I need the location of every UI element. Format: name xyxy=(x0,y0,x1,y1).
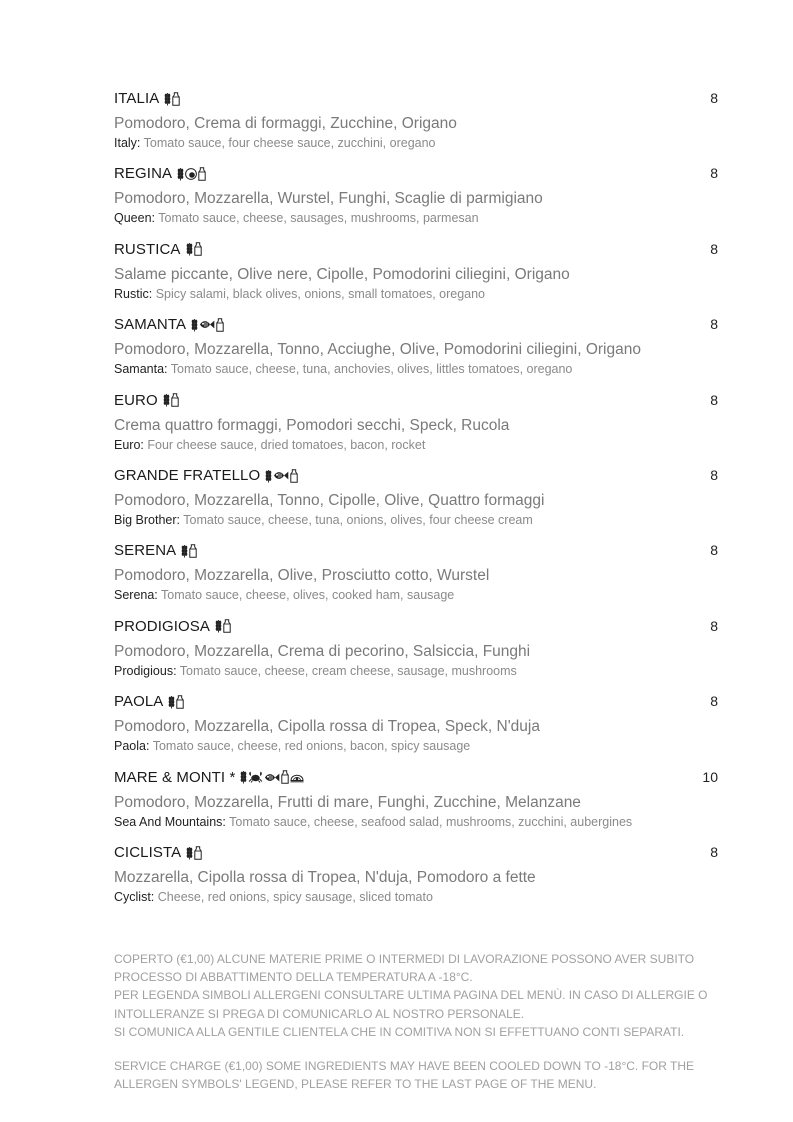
pizza-price: 8 xyxy=(710,693,718,710)
pizza-name: PRODIGIOSA xyxy=(114,617,211,635)
pizza-ingredients: Pomodoro, Mozzarella, Cipolla rossa di Tropea, Speck, N'duja xyxy=(114,718,540,736)
english-name: Rustic: xyxy=(114,286,153,301)
english-ingredients: Tomato sauce, four cheese sauce, zucchini, oregano xyxy=(143,136,436,150)
note-it-line: COPERTO (€1,00) ALCUNE MATERIE PRIME O INTERMEDI DI LAVORAZIONE POSSONO AVER SUBITO xyxy=(114,952,695,966)
english-name: Serena: xyxy=(114,588,158,603)
pizza-name: EURO xyxy=(114,391,158,409)
english-ingredients: Four cheese sauce, dried tomatoes, bacon, rocket xyxy=(147,437,426,452)
pizza-ingredients: Salame piccante, Olive nere, Cipolle, Pomodorini ciliegini, Origano xyxy=(114,265,570,283)
pizza-name: SAMANTA xyxy=(114,316,187,334)
gluten-icon xyxy=(265,469,272,483)
note-en-line: ALLERGEN SYMBOLS' LEGEND, PLEASE REFER TO THE LAST PAGE OF THE MENU. xyxy=(114,1077,597,1092)
pizza-price: 8 xyxy=(710,844,718,860)
milk-icon xyxy=(198,167,206,181)
pizza-name: ITALIA xyxy=(114,90,160,107)
menu-item-header xyxy=(114,769,720,789)
pizza-price: 8 xyxy=(710,316,718,333)
menu-item xyxy=(114,90,720,150)
mollusc-icon xyxy=(290,771,304,783)
english-translation xyxy=(114,362,720,376)
pizza-ingredients: Pomodoro, Mozzarella, Tonno, Cipolle, Olive, Quattro formaggi xyxy=(114,492,545,509)
milk-icon xyxy=(172,92,180,106)
note-it-line: INTOLLERANZE SI PREGA DI COMUNICARLO AL NOSTRO PERSONALE. xyxy=(114,1006,525,1021)
pizza-ingredients: Pomodoro, Mozzarella, Olive, Prosciutto cotto, Wurstel xyxy=(114,567,490,585)
mushroom-icon xyxy=(185,167,197,181)
menu-item-title xyxy=(114,165,206,182)
allergen-icons xyxy=(168,695,184,709)
pizza-name: SERENA xyxy=(114,542,177,560)
gluten-icon xyxy=(191,318,198,332)
english-translation xyxy=(114,890,720,904)
footer-notes xyxy=(114,950,714,1093)
allergen-icons xyxy=(163,393,179,407)
menu-item-header xyxy=(114,241,720,261)
menu-item-title xyxy=(114,467,298,484)
menu-item xyxy=(114,693,720,753)
milk-icon xyxy=(176,695,184,709)
pizza-price: 8 xyxy=(710,467,718,483)
menu-item-title xyxy=(114,90,180,107)
gluten-icon xyxy=(177,167,184,181)
milk-icon xyxy=(189,544,197,558)
milk-icon xyxy=(194,846,202,860)
menu-item xyxy=(114,316,720,376)
menu-item-title xyxy=(114,241,202,258)
english-ingredients: Tomato sauce, cheese, red onions, bacon, spicy sausage xyxy=(152,739,471,754)
gluten-icon xyxy=(163,393,170,407)
note-it-line: PER LEGENDA SIMBOLI ALLERGENI CONSULTARE ULTIMA PAGINA DEL MENÙ. IN CASO DI ALLERGIE O xyxy=(114,988,708,1003)
menu-item-header xyxy=(114,90,720,110)
allergen-icons xyxy=(215,619,231,633)
menu-item-header xyxy=(114,392,720,412)
menu-item-header xyxy=(114,844,720,864)
pizza-price: 10 xyxy=(702,768,718,785)
allergen-icons xyxy=(191,318,224,332)
gluten-icon xyxy=(186,242,193,256)
menu-item xyxy=(114,769,720,829)
pizza-name: PAOLA xyxy=(114,693,164,711)
gluten-icon xyxy=(181,544,188,558)
menu-item-header xyxy=(114,618,720,638)
english-translation xyxy=(114,664,720,678)
english-name: Queen: xyxy=(114,211,156,226)
menu-item xyxy=(114,467,720,527)
gluten-icon xyxy=(164,92,171,106)
english-name: Cyclist: xyxy=(114,890,155,904)
menu-item-title xyxy=(114,769,304,786)
english-ingredients: Tomato sauce, cheese, cream cheese, sausage, mushrooms xyxy=(179,663,517,678)
pizza-name: MARE & MONTI * xyxy=(114,768,236,786)
menu-item-title xyxy=(114,844,202,861)
pizza-price: 8 xyxy=(710,391,718,408)
pizza-name: RUSTICA xyxy=(114,240,181,258)
menu-item-header xyxy=(114,316,720,336)
menu-item xyxy=(114,165,720,225)
allergen-icons xyxy=(265,469,298,483)
note-it-line: PROCESSO DI ABBATTIMENTO DELLA TEMPERATURA A -18°C. xyxy=(114,970,473,985)
english-ingredients: Tomato sauce, cheese, sausages, mushrooms, parmesan xyxy=(158,211,479,226)
english-name: Samanta: xyxy=(114,362,168,377)
milk-icon xyxy=(194,242,202,256)
pizza-name: CICLISTA xyxy=(114,844,182,861)
english-translation xyxy=(114,136,720,150)
menu-item xyxy=(114,844,720,904)
menu-item-title xyxy=(114,618,231,635)
english-ingredients: Tomato sauce, cheese, tuna, onions, olives, four cheese cream xyxy=(183,513,533,527)
pizza-price: 8 xyxy=(710,617,718,634)
allergen-icons xyxy=(177,167,206,181)
menu-item xyxy=(114,618,720,678)
note-en-line: SERVICE CHARGE (€1,00) SOME INGREDIENTS MAY HAVE BEEN COOLED DOWN TO -18°C. FOR THE xyxy=(114,1059,695,1074)
milk-icon xyxy=(290,469,298,483)
pizza-price: 8 xyxy=(710,165,718,182)
pizza-ingredients: Pomodoro, Mozzarella, Crema di pecorino, Salsiccia, Funghi xyxy=(114,642,531,660)
pizza-price: 8 xyxy=(710,240,718,257)
menu-item-title xyxy=(114,392,179,409)
menu-item-header xyxy=(114,693,720,713)
gluten-icon xyxy=(240,770,247,784)
pizza-price: 8 xyxy=(710,90,718,106)
english-ingredients: Tomato sauce, cheese, tuna, anchovies, olives, littles tomatoes, oregano xyxy=(170,362,573,377)
allergen-icons xyxy=(186,242,202,256)
fish-icon xyxy=(199,319,215,330)
menu-item-title xyxy=(114,693,184,710)
pizza-ingredients: Crema quattro formaggi, Pomodori secchi, Speck, Rucola xyxy=(114,416,510,434)
english-ingredients: Cheese, red onions, spicy sausage, sliced tomato xyxy=(157,890,433,904)
english-name: Big Brother: xyxy=(114,513,181,527)
pizza-ingredients: Mozzarella, Cipolla rossa di Tropea, N'duja, Pomodoro a fette xyxy=(114,869,536,886)
milk-icon xyxy=(281,770,289,784)
gluten-icon xyxy=(168,695,175,709)
menu-item xyxy=(114,241,720,301)
milk-icon xyxy=(223,619,231,633)
note-it-line: SI COMUNICA ALLA GENTILE CLIENTELA CHE IN COMITIVA NON SI EFFETTUANO CONTI SEPARATI. xyxy=(114,1024,685,1039)
allergen-icons xyxy=(186,846,202,860)
english-translation xyxy=(114,815,720,829)
gluten-icon xyxy=(215,619,222,633)
english-translation xyxy=(114,739,720,753)
english-name: Italy: xyxy=(114,136,141,150)
fish-icon xyxy=(273,470,289,481)
pizza-price: 8 xyxy=(710,542,718,559)
english-ingredients: Tomato sauce, cheese, olives, cooked ham, sausage xyxy=(161,588,455,603)
menu-item-header xyxy=(114,542,720,562)
pizza-name: REGINA xyxy=(114,165,173,183)
milk-icon xyxy=(171,393,179,407)
pizza-ingredients: Pomodoro, Mozzarella, Tonno, Acciughe, Olive, Pomodorini ciliegini, Origano xyxy=(114,341,641,359)
menu-item-header xyxy=(114,165,720,185)
pizza-ingredients: Pomodoro, Crema di formaggi, Zucchine, Origano xyxy=(114,115,457,132)
english-translation xyxy=(114,513,720,527)
menu-item-title xyxy=(114,316,224,333)
crustacean-icon xyxy=(248,771,263,783)
english-translation xyxy=(114,438,720,452)
menu-item xyxy=(114,392,720,452)
pizza-name: GRANDE FRATELLO xyxy=(114,467,261,484)
allergen-icons xyxy=(240,770,304,784)
allergen-icons xyxy=(181,544,197,558)
pizza-ingredients: Pomodoro, Mozzarella, Wurstel, Funghi, Scaglie di parmigiano xyxy=(114,190,543,208)
allergen-icons xyxy=(164,92,180,106)
english-translation xyxy=(114,287,720,301)
english-name: Prodigious: xyxy=(114,663,177,678)
english-name: Sea And Mountains: xyxy=(114,814,226,829)
pizza-ingredients: Pomodoro, Mozzarella, Frutti di mare, Funghi, Zucchine, Melanzane xyxy=(114,793,581,811)
menu-item xyxy=(114,542,720,602)
english-ingredients: Tomato sauce, cheese, seafood salad, mushrooms, zucchini, aubergines xyxy=(229,814,633,829)
gluten-icon xyxy=(186,846,193,860)
english-name: Paola: xyxy=(114,739,150,754)
menu-item-header xyxy=(114,467,720,487)
english-ingredients: Spicy salami, black olives, onions, small tomatoes, oregano xyxy=(155,286,486,301)
menu-item-title xyxy=(114,542,197,559)
english-name: Euro: xyxy=(114,437,144,452)
english-translation xyxy=(114,588,720,602)
english-translation xyxy=(114,211,720,225)
milk-icon xyxy=(216,318,224,332)
fish-icon xyxy=(264,772,280,783)
